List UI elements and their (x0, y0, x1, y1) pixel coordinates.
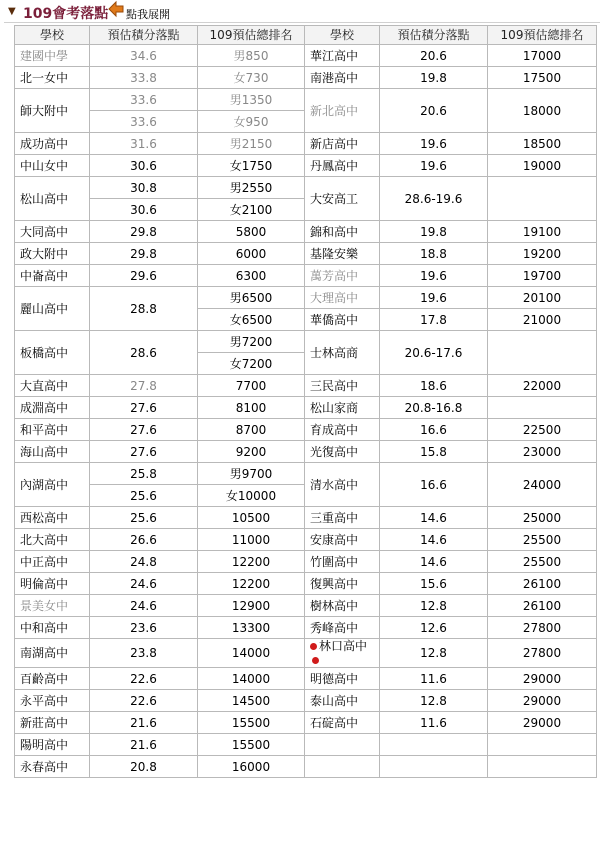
score-cell: 29.8 (90, 221, 198, 243)
expand-link[interactable]: 點我展開 (126, 8, 170, 21)
score-cell: 15.8 (380, 441, 488, 463)
school-link[interactable]: 華江高中 (305, 45, 380, 67)
school-link[interactable]: 樹林高中 (305, 595, 380, 617)
score-cell: 25.6 (90, 485, 198, 507)
school-link[interactable]: 復興高中 (305, 573, 380, 595)
rank-cell: 22500 (488, 419, 597, 441)
table-row (15, 177, 597, 199)
school-link[interactable]: 光復高中 (305, 441, 380, 463)
school-link[interactable]: 中正高中 (15, 551, 90, 573)
school-link[interactable]: 北一女中 (15, 67, 90, 89)
rank-cell: 14000 (198, 668, 305, 690)
rank-cell: 25500 (488, 529, 597, 551)
col-header-school: 學校 (15, 26, 90, 45)
school-link[interactable]: 明德高中 (305, 668, 380, 690)
table-row (15, 668, 597, 690)
score-cell: 27.8 (90, 375, 198, 397)
rank-cell: 6000 (198, 243, 305, 265)
school-link[interactable]: 清水高中 (305, 463, 380, 507)
table-row (15, 441, 597, 463)
score-cell: 19.6 (380, 265, 488, 287)
score-cell: 20.8 (90, 756, 198, 778)
rank-cell: 19200 (488, 243, 597, 265)
col-header-rank: 109預估總排名 (488, 26, 597, 45)
empty-cell (488, 756, 597, 778)
table-row (15, 551, 597, 573)
rank-cell: 26100 (488, 573, 597, 595)
score-cell: 19.6 (380, 155, 488, 177)
school-link[interactable]: 新莊高中 (15, 712, 90, 734)
table-row (15, 265, 597, 287)
rank-cell: 男6500 (198, 287, 305, 309)
rank-cell: 21000 (488, 309, 597, 331)
rank-cell: 男2150 (198, 133, 305, 155)
score-cell: 11.6 (380, 668, 488, 690)
school-link[interactable]: 新北高中 (305, 89, 380, 133)
score-cell: 33.6 (90, 89, 198, 111)
rank-cell: 27800 (488, 617, 597, 639)
school-link[interactable]: 丹鳳高中 (305, 155, 380, 177)
score-cell: 27.6 (90, 441, 198, 463)
table-row (15, 595, 597, 617)
score-cell: 27.6 (90, 397, 198, 419)
score-cell: 29.8 (90, 243, 198, 265)
score-cell: 19.8 (380, 221, 488, 243)
arrow-left-icon (107, 0, 125, 18)
table-row (15, 507, 597, 529)
rank-cell: 17000 (488, 45, 597, 67)
score-cell: 17.8 (380, 309, 488, 331)
school-link[interactable]: 基隆安樂 (305, 243, 380, 265)
rank-cell: 女7200 (198, 353, 305, 375)
score-cell: 16.6 (380, 463, 488, 507)
score-cell: 22.6 (90, 668, 198, 690)
rank-cell: 26100 (488, 595, 597, 617)
rank-cell: 25500 (488, 551, 597, 573)
score-cell: 21.6 (90, 734, 198, 756)
rank-cell: 男1350 (198, 89, 305, 111)
school-link[interactable]: 泰山高中 (305, 690, 380, 712)
empty-cell (488, 734, 597, 756)
school-link[interactable]: 永平高中 (15, 690, 90, 712)
score-cell: 21.6 (90, 712, 198, 734)
table-row (15, 397, 597, 419)
score-cell: 20.6-17.6 (380, 331, 488, 375)
rank-cell: 女1750 (198, 155, 305, 177)
collapse-triangle-icon[interactable]: ▼ (8, 6, 16, 17)
score-cell: 14.6 (380, 551, 488, 573)
rank-cell: 18500 (488, 133, 597, 155)
school-link[interactable]: 永春高中 (15, 756, 90, 778)
red-dot-icon (310, 643, 317, 650)
header-bar (4, 2, 600, 22)
table-row (15, 756, 597, 778)
score-cell: 19.6 (380, 133, 488, 155)
score-cell: 30.6 (90, 155, 198, 177)
rank-cell (488, 331, 597, 375)
rank-cell: 8100 (198, 397, 305, 419)
school-link[interactable]: 南港高中 (305, 67, 380, 89)
col-header-rank: 109預估總排名 (198, 26, 305, 45)
score-cell: 12.8 (380, 595, 488, 617)
table-row (15, 67, 597, 89)
table-row (15, 573, 597, 595)
red-dot-icon (312, 657, 319, 664)
school-link[interactable]: 大同高中 (15, 221, 90, 243)
score-cell: 26.6 (90, 529, 198, 551)
rank-cell (488, 177, 597, 221)
school-link[interactable]: 百齡高中 (15, 668, 90, 690)
rank-cell: 17500 (488, 67, 597, 89)
rank-cell: 13300 (198, 617, 305, 639)
table-row (15, 133, 597, 155)
empty-cell (380, 734, 488, 756)
table-row (15, 529, 597, 551)
school-link[interactable]: 中崙高中 (15, 265, 90, 287)
score-cell: 29.6 (90, 265, 198, 287)
rank-cell: 14000 (198, 639, 305, 668)
score-cell: 34.6 (90, 45, 198, 67)
score-cell: 33.8 (90, 67, 198, 89)
table-row (15, 221, 597, 243)
school-link[interactable]: 明倫高中 (15, 573, 90, 595)
rank-cell: 27800 (488, 639, 597, 668)
school-link[interactable]: 三重高中 (305, 507, 380, 529)
school-link[interactable]: 新店高中 (305, 133, 380, 155)
school-link[interactable]: 中山女中 (15, 155, 90, 177)
score-cell: 12.8 (380, 639, 488, 668)
rank-cell: 29000 (488, 690, 597, 712)
school-link[interactable]: 士林高商 (305, 331, 380, 375)
school-link[interactable]: 大理高中 (305, 287, 380, 309)
table-row (15, 734, 597, 756)
rank-cell: 19000 (488, 155, 597, 177)
rank-cell: 14500 (198, 690, 305, 712)
table-row (15, 463, 597, 485)
score-cell: 12.8 (380, 690, 488, 712)
score-cell: 24.8 (90, 551, 198, 573)
rank-cell: 女950 (198, 111, 305, 133)
school-link[interactable]: 成功高中 (15, 133, 90, 155)
rank-cell: 男7200 (198, 331, 305, 353)
school-link[interactable]: 大安高工 (305, 177, 380, 221)
school-link[interactable]: 和平高中 (15, 419, 90, 441)
school-link[interactable]: 華僑高中 (305, 309, 380, 331)
school-link[interactable]: 秀峰高中 (305, 617, 380, 639)
score-cell: 18.6 (380, 375, 488, 397)
rank-cell: 22000 (488, 375, 597, 397)
school-link[interactable]: 錦和高中 (305, 221, 380, 243)
score-cell: 14.6 (380, 529, 488, 551)
school-link[interactable]: 建國中學 (15, 45, 90, 67)
score-cell: 20.6 (380, 45, 488, 67)
score-cell: 15.6 (380, 573, 488, 595)
school-link[interactable]: 內湖高中 (15, 463, 90, 507)
table-row (15, 419, 597, 441)
rank-cell: 12200 (198, 573, 305, 595)
rank-cell: 16000 (198, 756, 305, 778)
table-row (15, 712, 597, 734)
school-link[interactable]: 西松高中 (15, 507, 90, 529)
rank-cell: 男2550 (198, 177, 305, 199)
rank-cell: 女2100 (198, 199, 305, 221)
rank-cell: 23000 (488, 441, 597, 463)
page-title: 109會考落點 (23, 6, 109, 22)
school-link[interactable]: 政大附中 (15, 243, 90, 265)
table-row (15, 243, 597, 265)
school-link[interactable]: 萬芳高中 (305, 265, 380, 287)
rank-cell: 7700 (198, 375, 305, 397)
rank-cell: 9200 (198, 441, 305, 463)
rank-cell: 29000 (488, 712, 597, 734)
table-row (15, 89, 597, 111)
rank-cell: 20100 (488, 287, 597, 309)
table-header-row (15, 26, 597, 45)
score-cell: 30.8 (90, 177, 198, 199)
score-cell: 14.6 (380, 507, 488, 529)
score-cell: 28.8 (90, 287, 198, 331)
school-link[interactable]: 松山高中 (15, 177, 90, 221)
rank-cell: 19700 (488, 265, 597, 287)
school-link[interactable]: 大直高中 (15, 375, 90, 397)
col-header-score: 預估積分落點 (90, 26, 198, 45)
rank-cell: 12200 (198, 551, 305, 573)
school-link[interactable]: 中和高中 (15, 617, 90, 639)
school-link[interactable]: 安康高中 (305, 529, 380, 551)
score-table (14, 25, 597, 778)
school-link[interactable]: 石碇高中 (305, 712, 380, 734)
empty-cell (380, 756, 488, 778)
school-link[interactable]: 北大高中 (15, 529, 90, 551)
header-divider (4, 22, 600, 23)
score-cell: 25.8 (90, 463, 198, 485)
score-cell: 19.6 (380, 287, 488, 309)
school-link[interactable]: 育成高中 (305, 419, 380, 441)
school-link[interactable]: 海山高中 (15, 441, 90, 463)
table-row (15, 287, 597, 309)
table-row (15, 690, 597, 712)
rank-cell: 5800 (198, 221, 305, 243)
table-row (15, 45, 597, 67)
table-row (15, 375, 597, 397)
school-link[interactable]: 麗山高中 (15, 287, 90, 331)
school-link[interactable]: 師大附中 (15, 89, 90, 133)
score-cell: 12.6 (380, 617, 488, 639)
rank-cell: 18000 (488, 89, 597, 133)
rank-cell: 12900 (198, 595, 305, 617)
school-link[interactable]: 松山家商 (305, 397, 380, 419)
score-cell: 33.6 (90, 111, 198, 133)
score-cell: 28.6-19.6 (380, 177, 488, 221)
table-row (15, 639, 597, 668)
table-row (15, 331, 597, 353)
score-cell: 30.6 (90, 199, 198, 221)
school-link[interactable]: 南湖高中 (15, 639, 90, 668)
score-cell: 22.6 (90, 690, 198, 712)
rank-cell: 女6500 (198, 309, 305, 331)
school-link[interactable]: 竹圍高中 (305, 551, 380, 573)
rank-cell: 女10000 (198, 485, 305, 507)
school-link[interactable]: 陽明高中 (15, 734, 90, 756)
school-link[interactable]: 景美女中 (15, 595, 90, 617)
score-cell: 24.6 (90, 595, 198, 617)
rank-cell: 女730 (198, 67, 305, 89)
rank-cell: 25000 (488, 507, 597, 529)
school-link[interactable]: 三民高中 (305, 375, 380, 397)
rank-cell: 10500 (198, 507, 305, 529)
score-cell: 31.6 (90, 133, 198, 155)
rank-cell: 29000 (488, 668, 597, 690)
rank-cell (488, 397, 597, 419)
score-cell: 11.6 (380, 712, 488, 734)
rank-cell: 15500 (198, 712, 305, 734)
empty-cell (305, 734, 380, 756)
table-row (15, 617, 597, 639)
score-cell: 27.6 (90, 419, 198, 441)
col-header-score: 預估積分落點 (380, 26, 488, 45)
score-cell: 23.8 (90, 639, 198, 668)
school-link[interactable]: 板橋高中 (15, 331, 90, 375)
score-cell: 16.6 (380, 419, 488, 441)
school-link[interactable]: 成淵高中 (15, 397, 90, 419)
score-cell: 24.6 (90, 573, 198, 595)
score-cell: 18.8 (380, 243, 488, 265)
empty-cell (305, 756, 380, 778)
score-cell: 23.6 (90, 617, 198, 639)
rank-cell: 6300 (198, 265, 305, 287)
rank-cell: 男850 (198, 45, 305, 67)
score-cell: 20.6 (380, 89, 488, 133)
rank-cell: 24000 (488, 463, 597, 507)
col-header-school: 學校 (305, 26, 380, 45)
rank-cell: 8700 (198, 419, 305, 441)
rank-cell: 15500 (198, 734, 305, 756)
score-cell: 20.8-16.8 (380, 397, 488, 419)
rank-cell: 19100 (488, 221, 597, 243)
table-row (15, 155, 597, 177)
score-cell: 19.8 (380, 67, 488, 89)
score-cell: 25.6 (90, 507, 198, 529)
school-name: 林口高中 (319, 639, 368, 653)
score-cell: 28.6 (90, 331, 198, 375)
rank-cell: 男9700 (198, 463, 305, 485)
school-link-highlighted[interactable] (305, 639, 380, 668)
rank-cell: 11000 (198, 529, 305, 551)
